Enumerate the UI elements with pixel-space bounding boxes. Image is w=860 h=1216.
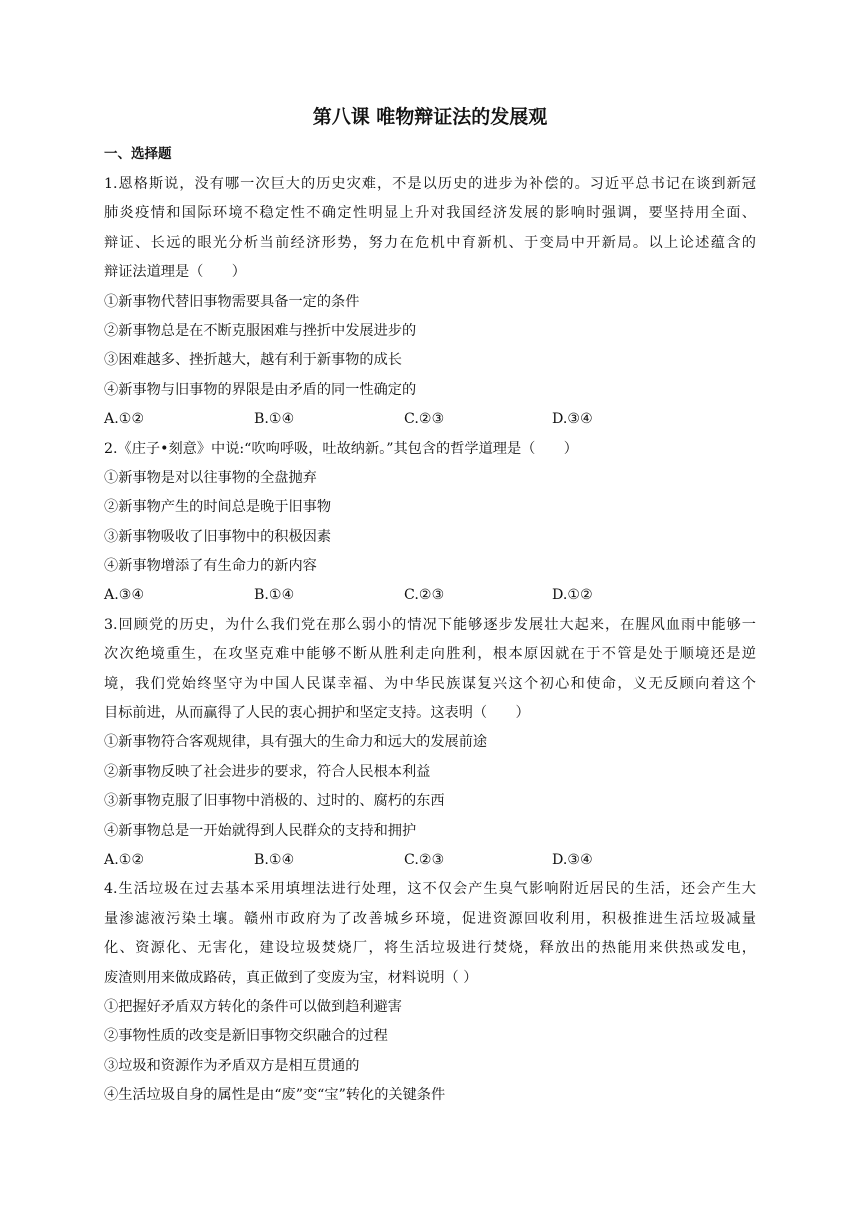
question-stem-line: 化、资源化、无害化，建设垃圾焚烧厂，将生活垃圾进行焚烧，释放出的热能用来供热或发电， [104, 940, 756, 957]
option-b: B.①④ [254, 587, 295, 604]
question-stem-line: 3.回顾党的历史，为什么我们党在那么弱小的情况下能够逐步发展壮大起来，在腥风血雨中能够一 [104, 616, 756, 633]
statement-item: ③垃圾和资源作为矛盾双方是相互贯通的 [104, 1057, 360, 1074]
statement-item: ②事物性质的改变是新旧事物交织融合的过程 [104, 1028, 388, 1045]
option-b: B.①④ [254, 411, 295, 428]
question-stem-line: 辩证、长远的眼光分析当前经济形势，努力在危机中育新机、于变局中开新局。以上论述蕴含的 [104, 234, 756, 251]
statement-item: ②新事物反映了社会进步的要求，符合人民根本利益 [104, 763, 431, 780]
option-c: C.②③ [404, 851, 445, 868]
question-4 [104, 875, 756, 1110]
statement-item: ③新事物克服了旧事物中消极的、过时的、腐朽的东西 [104, 793, 445, 810]
statement-item: ①新事物是对以往事物的全盘抛弃 [104, 469, 317, 486]
statement-item: ④新事物增添了有生命力的新内容 [104, 558, 317, 575]
section-heading: 一、选择题 [104, 146, 172, 162]
option-b: B.①④ [254, 851, 295, 868]
option-d: D.③④ [552, 851, 593, 868]
answer-options [104, 405, 756, 434]
option-c: C.②③ [404, 587, 445, 604]
answer-options [104, 581, 756, 610]
option-c: C.②③ [404, 411, 445, 428]
statement-item: ①把握好矛盾双方转化的条件可以做到趋利避害 [104, 998, 402, 1015]
statement-item: ④新事物总是一开始就得到人民群众的支持和拥护 [104, 822, 417, 839]
statement-item: ④生活垃圾自身的属性是由“废”变“宝”转化的关键条件 [104, 1087, 446, 1104]
document-title: 第八课 唯物辩证法的发展观 [312, 106, 548, 128]
question-2 [104, 435, 756, 611]
question-stem-line: 废渣则用来做成路砖，真正做到了变废为宝，材料说明（ ） [104, 969, 478, 986]
question-list [104, 170, 756, 1111]
statement-item: ④新事物与旧事物的界限是由矛盾的同一性确定的 [104, 381, 417, 398]
statement-item: ③困难越多、挫折越大，越有利于新事物的成长 [104, 352, 402, 369]
question-stem-line: 目标前进，从而赢得了人民的衷心拥护和坚定支持。这表明（ ） [104, 705, 530, 722]
option-d: D.①② [552, 587, 593, 604]
statement-item: ①新事物符合客观规律，具有强大的生命力和远大的发展前途 [104, 734, 488, 751]
statement-item: ②新事物产生的时间总是晚于旧事物 [104, 499, 332, 516]
question-3 [104, 611, 756, 876]
answer-options [104, 846, 756, 875]
option-a: A.①② [104, 851, 145, 868]
option-a: A.①② [104, 411, 145, 428]
question-stem-line: 肺炎疫情和国际环境不稳定性不确定性明显上升对我国经济发展的影响时强调，要坚持用全面、 [104, 205, 756, 222]
question-stem-line: 量渗滤液污染土壤。赣州市政府为了改善城乡环境，促进资源回收利用，积极推进生活垃圾减量 [104, 910, 756, 927]
option-d: D.③④ [552, 411, 593, 428]
question-stem-line: 1.恩格斯说，没有哪一次巨大的历史灾难，不是以历史的进步为补偿的。习近平总书记在谈到新冠 [104, 176, 756, 192]
statement-item: ③新事物吸收了旧事物中的积极因素 [104, 528, 332, 545]
statement-item: ①新事物代替旧事物需要具备一定的条件 [104, 293, 360, 310]
question-stem-line: 辩证法道理是（ ） [104, 264, 246, 281]
option-a: A.③④ [104, 587, 145, 604]
question-stem-line: 4.生活垃圾在过去基本采用填埋法进行处理，这不仅会产生臭气影响附近居民的生活，还会产生大 [104, 881, 756, 898]
question-stem-line: 境，我们党始终坚守为中国人民谋幸福、为中华民族谋复兴这个初心和使命，义无反顾向着这个 [104, 675, 756, 692]
question-stem-line: 2.《庄子•刻意》中说:“吹呴呼吸，吐故纳新。”其包含的哲学道理是（ ） [104, 440, 578, 457]
question-1 [104, 170, 756, 435]
question-stem-line: 次次绝境重生，在攻坚克难中能够不断从胜利走向胜利，根本原因就在于不管是处于顺境还是逆 [104, 646, 756, 663]
statement-item: ②新事物总是在不断克服困难与挫折中发展进步的 [104, 322, 417, 339]
